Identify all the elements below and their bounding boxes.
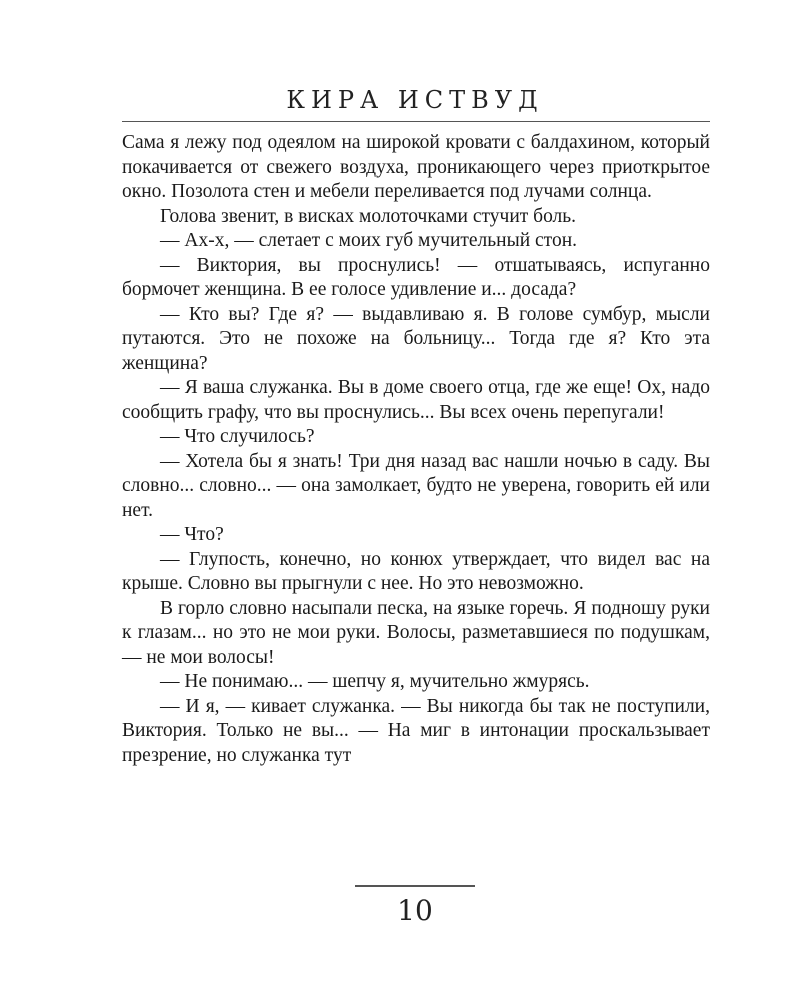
paragraph: — Кто вы? Где я? — выдавливаю я. В голове сумбур, мысли путаются. Это не похоже на больницу... Тогда где я? Кто эта женщина? <box>122 303 710 374</box>
paragraph: — Я ваша служанка. Вы в доме своего отца, где же еще! Ох, надо сообщить графу, что вы проснулись... Вы всех очень перепугали! <box>122 377 710 423</box>
paragraph: — Что случилось? <box>160 426 315 447</box>
paragraph: — Виктория, вы проснулись! — отшатываясь, испуганно бормочет женщина. В ее голосе удивление и... досада? <box>122 254 710 300</box>
paragraph: — Глупость, конечно, но конюх утверждает, что видел вас на крыше. Словно вы прыгнули с нее. Но это невозможно. <box>122 548 710 594</box>
footer-divider <box>355 885 475 887</box>
paragraph: — Хотела бы я знать! Три дня назад вас нашли ночью в саду. Вы словно... словно... — она замолкает, будто не уверена, говорить ей или нет. <box>122 450 710 521</box>
paragraph: Сама я лежу под одеялом на широкой кровати с балдахином, который покачивается от свежего воздуха, проникающего через приоткрытое окно. Позолота стен и мебели переливается под лучами солнца. <box>122 132 710 202</box>
paragraph: — Не понимаю... — шепчу я, мучительно жмурясь. <box>160 671 590 692</box>
paragraph: — И я, — кивает служанка. — Вы никогда бы так не поступили, Виктория. Только не вы... — На миг в интонации проскальзывает презрение, но служанка тут <box>122 695 710 766</box>
page-body-text <box>122 131 710 768</box>
paragraph: — Что? <box>160 524 224 545</box>
running-header-author: КИРА ИСТВУД <box>286 86 544 114</box>
paragraph: В горло словно насыпали песка, на языке горечь. Я подношу руки к глазам... но это не мои руки. Волосы, разметавшиеся по подушкам, — не мои волосы! <box>122 597 710 668</box>
paragraph: — Ах-х, — слетает с моих губ мучительный стон. <box>160 230 578 251</box>
page-number: 10 <box>397 894 433 927</box>
paragraph: Голова звенит, в висках молоточками стучит боль. <box>160 205 577 227</box>
header-divider <box>122 121 710 122</box>
